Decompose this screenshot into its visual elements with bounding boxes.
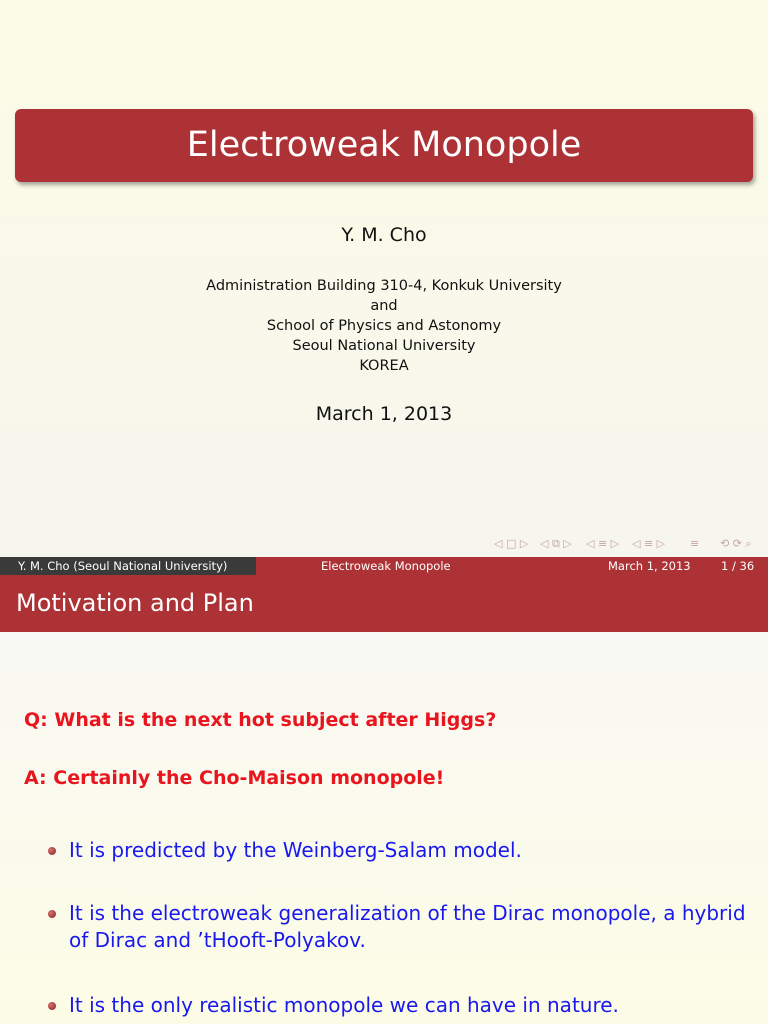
footer-right <box>512 557 768 575</box>
institution-line: School of Physics and Astonomy <box>266 318 502 334</box>
nav-appendix-icon[interactable]: ≡ <box>690 537 700 550</box>
footer-left <box>0 557 256 575</box>
institution-line: and <box>370 298 398 314</box>
bullet-item: It is predicted by the Weinberg-Salam model. <box>69 838 522 862</box>
institution-line: Administration Building 310-4, Konkuk University <box>206 278 562 294</box>
institution-line: KOREA <box>359 358 409 374</box>
footer-bar <box>0 557 768 575</box>
question-text: Q: What is the next hot subject after Higgs? <box>24 709 497 731</box>
presentation-date: March 1, 2013 <box>315 403 453 425</box>
slide-title: Electroweak Monopole <box>186 125 582 165</box>
institution-line: Seoul National University <box>292 338 476 354</box>
bullet-icon <box>48 847 56 855</box>
bullet-icon <box>48 910 56 918</box>
institution <box>0 276 768 376</box>
author-name: Y. M. Cho <box>341 224 427 246</box>
title-box <box>15 109 753 182</box>
bullet-item: It is the electroweak generalization of the Dirac monopole, a hybrid of Dirac and ’tHooft-Polyakov. <box>69 901 746 952</box>
footer-title: Electroweak Monopole <box>321 559 451 573</box>
frame-header <box>0 575 768 632</box>
content-slide <box>0 575 768 1024</box>
bullet-item: It is the only realistic monopole we can have in nature. <box>69 993 619 1017</box>
bullet-icon <box>48 1002 56 1010</box>
frame-title: Motivation and Plan <box>16 589 254 617</box>
answer-text: A: Certainly the Cho-Maison monopole! <box>24 767 445 789</box>
footer-center <box>256 557 512 575</box>
nav-document-icon[interactable]: ◁ ≡ ▷ <box>632 537 666 550</box>
footer-page-number: 1 / 36 <box>721 559 755 573</box>
nav-frame-icon[interactable]: ◁ □ ▷ <box>494 537 529 550</box>
nav-search-icon[interactable]: ⟲ ⟳ ⌕ <box>720 537 752 550</box>
footer-date: March 1, 2013 <box>608 559 691 573</box>
nav-subsection-icon[interactable]: ◁ ⧉ ▷ <box>540 537 572 550</box>
footer-author: Y. M. Cho (Seoul National University) <box>18 559 228 573</box>
nav-section-icon[interactable]: ◁ ≡ ▷ <box>586 537 620 550</box>
